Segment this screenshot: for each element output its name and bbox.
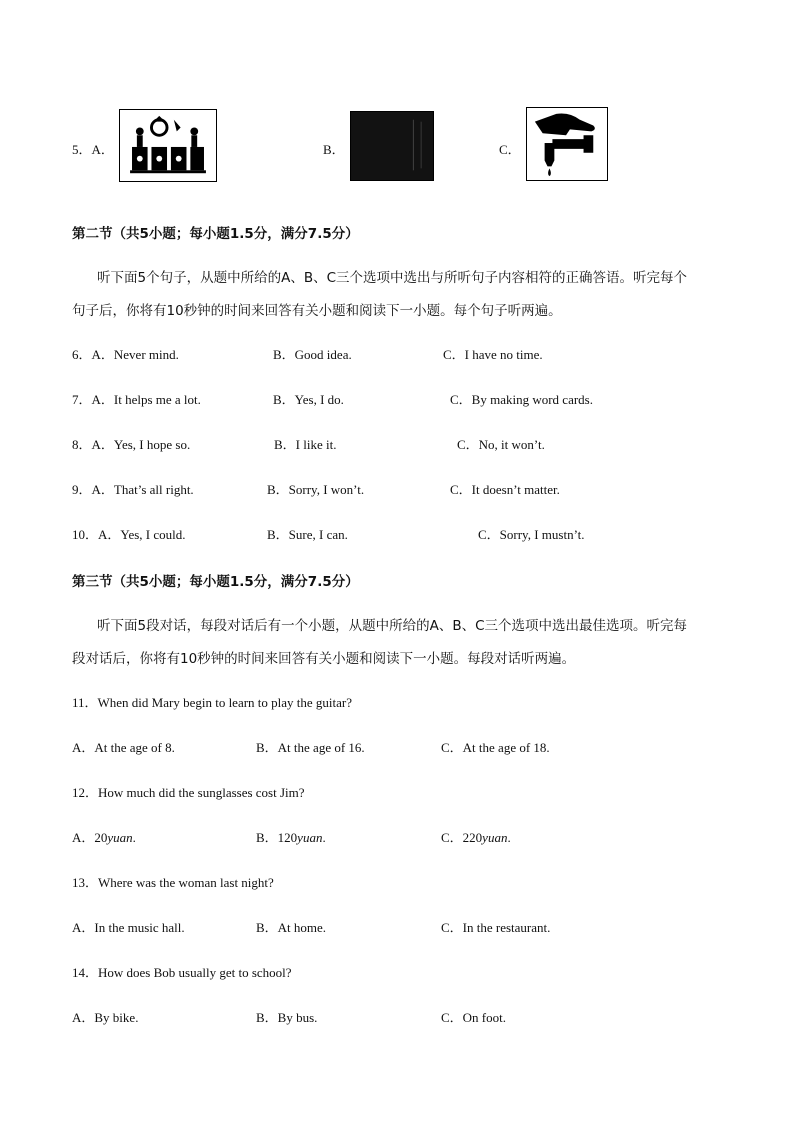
q12-option-c-amount: C．220 bbox=[441, 830, 483, 845]
q10-option-c[interactable]: C．Sorry, I mustn’t. bbox=[478, 527, 585, 542]
q11-option-c[interactable]: C．At the age of 18. bbox=[441, 740, 550, 755]
q8-option-b[interactable]: B．I like it. bbox=[274, 437, 337, 452]
q11-option-b[interactable]: B．At the age of 16. bbox=[256, 740, 365, 755]
q7-option-b[interactable]: B．Yes, I do. bbox=[273, 392, 344, 407]
q11-option-a[interactable]: A．At the age of 8. bbox=[72, 740, 175, 755]
save-water-tap-icon[interactable] bbox=[526, 107, 608, 181]
section3-heading: 第三节（共5小题；每小题1.5分，满分7.5分） bbox=[72, 574, 359, 590]
q11-question: 11．When did Mary begin to learn to play the guitar? bbox=[72, 695, 353, 710]
q6-option-a[interactable]: 6．A．Never mind. bbox=[72, 347, 179, 362]
q5-label-c: C． bbox=[499, 142, 521, 157]
section3-instructions-line1: 听下面5段对话，每段对话后有一个小题，从题中所给的A、B、C三个选项中选出最佳选项。听完每 bbox=[97, 618, 688, 634]
q10-option-b[interactable]: B．Sure, I can. bbox=[267, 527, 348, 542]
q8-option-c[interactable]: C．No, it won’t. bbox=[457, 437, 545, 452]
q14-option-c[interactable]: C．On foot. bbox=[441, 1010, 507, 1025]
q13-option-b[interactable]: B．At home. bbox=[256, 920, 327, 935]
q5-number: 5．A． bbox=[72, 142, 114, 157]
q12-option-b-dot: . bbox=[322, 830, 326, 845]
q9-option-c[interactable]: C．It doesn’t matter. bbox=[450, 482, 560, 497]
section2-instructions-line1: 听下面5个句子，从题中所给的A、B、C三个选项中选出与所听句子内容相符的正确答语。听完每个 bbox=[97, 270, 688, 286]
q12-option-a-dot: . bbox=[132, 830, 136, 845]
q7-option-c[interactable]: C．By making word cards. bbox=[450, 392, 593, 407]
section2-heading: 第二节（共5小题；每小题1.5分，满分7.5分） bbox=[72, 226, 359, 242]
q8-option-a[interactable]: 8．A．Yes, I hope so. bbox=[72, 437, 191, 452]
q12-option-a-amount: A．20 bbox=[72, 830, 108, 845]
q13-option-c[interactable]: C．In the restaurant. bbox=[441, 920, 551, 935]
q14-question: 14．How does Bob usually get to school? bbox=[72, 965, 292, 980]
q12-option-a-unit: yuan bbox=[107, 830, 133, 845]
section2-instructions-line2: 句子后，你将有10秒钟的时间来回答有关小题和阅读下一小题。每个句子听两遍。 bbox=[72, 303, 562, 319]
q12-option-a[interactable] bbox=[72, 827, 136, 846]
q6-option-c[interactable]: C．I have no time. bbox=[443, 347, 543, 362]
q7-option-a[interactable]: 7．A．It helps me a lot. bbox=[72, 392, 201, 407]
q12-option-b[interactable] bbox=[256, 827, 326, 846]
q12-option-b-unit: yuan bbox=[297, 830, 323, 845]
q12-option-c-dot: . bbox=[507, 830, 511, 845]
q12-option-c-unit: yuan bbox=[482, 830, 508, 845]
q9-option-b[interactable]: B．Sorry, I won’t. bbox=[267, 482, 365, 497]
q5-label-b: B． bbox=[323, 142, 345, 157]
dark-photo-icon[interactable] bbox=[350, 111, 434, 181]
section3-instructions-line2: 段对话后，你将有10秒钟的时间来回答有关小题和阅读下一小题。每段对话听两遍。 bbox=[72, 651, 576, 667]
recycling-bins-icon[interactable] bbox=[119, 109, 217, 182]
q14-option-a[interactable]: A．By bike. bbox=[72, 1010, 139, 1025]
q12-option-c[interactable] bbox=[441, 827, 511, 846]
q12-option-b-amount: B．120 bbox=[256, 830, 298, 845]
q13-option-a[interactable]: A．In the music hall. bbox=[72, 920, 185, 935]
q9-option-a[interactable]: 9．A．That’s all right. bbox=[72, 482, 194, 497]
q14-option-b[interactable]: B．By bus. bbox=[256, 1010, 318, 1025]
q6-option-b[interactable]: B．Good idea. bbox=[273, 347, 352, 362]
q12-question: 12．How much did the sunglasses cost Jim? bbox=[72, 785, 305, 800]
q10-option-a[interactable]: 10．A．Yes, I could. bbox=[72, 527, 186, 542]
q13-question: 13．Where was the woman last night? bbox=[72, 875, 274, 890]
